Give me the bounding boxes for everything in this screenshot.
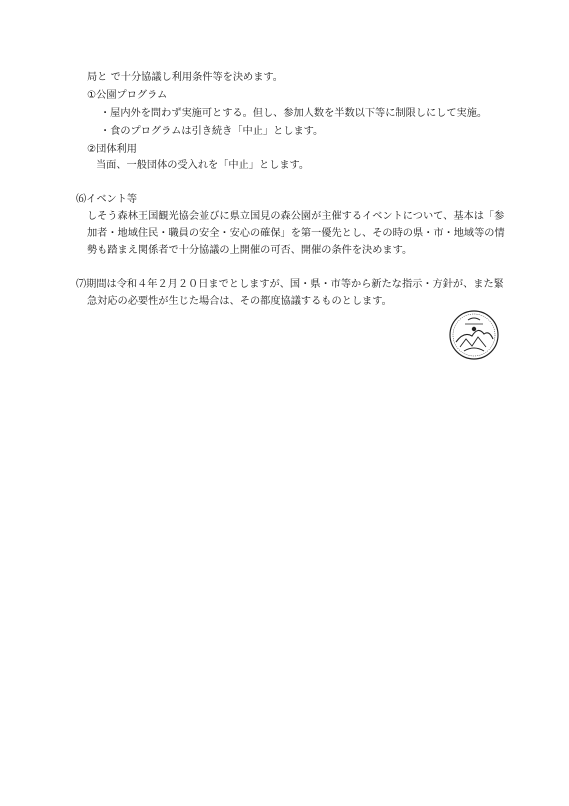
section7-line: ⑺期間は令和４年２月２０日までとしますが、国・県・市等から新たな指示・方針が、また緊 bbox=[76, 279, 504, 290]
section6-line: 勢も踏まえ関係者で十分協議の上開催の可否、開催の条件を決めます。 bbox=[87, 245, 413, 256]
park-program-heading: ①公園プログラム bbox=[87, 90, 168, 101]
intro-line: 局と で十分協議し利用条件等を決めます。 bbox=[87, 72, 283, 83]
group-use-heading: ②団体利用 bbox=[87, 144, 137, 155]
section6-line: 加者・地域住民・職員の安全・安心の確保」を第一優先とし、その時の県・市・地域等の情 bbox=[87, 228, 505, 239]
group-use-body: 当面、一般団体の受入れを「中止」とします。 bbox=[96, 160, 310, 171]
park-program-item: ・屋内外を問わず実施可とする。但し、参加人数を半数以下等に制限しにして実施。 bbox=[100, 108, 488, 119]
park-program-item: ・食のプログラムは引き続き「中止」とします。 bbox=[100, 126, 324, 137]
section6-heading: ⑹イベント等 bbox=[76, 194, 138, 205]
section7-line: 急対応の必要性が生じた場合は、その都度協議するものとします。 bbox=[87, 296, 392, 307]
official-seal bbox=[448, 309, 500, 361]
section6-line: しそう森林王国観光協会並びに県立国見の森公園が主催するイベントについて、基本は「参 bbox=[87, 211, 505, 222]
